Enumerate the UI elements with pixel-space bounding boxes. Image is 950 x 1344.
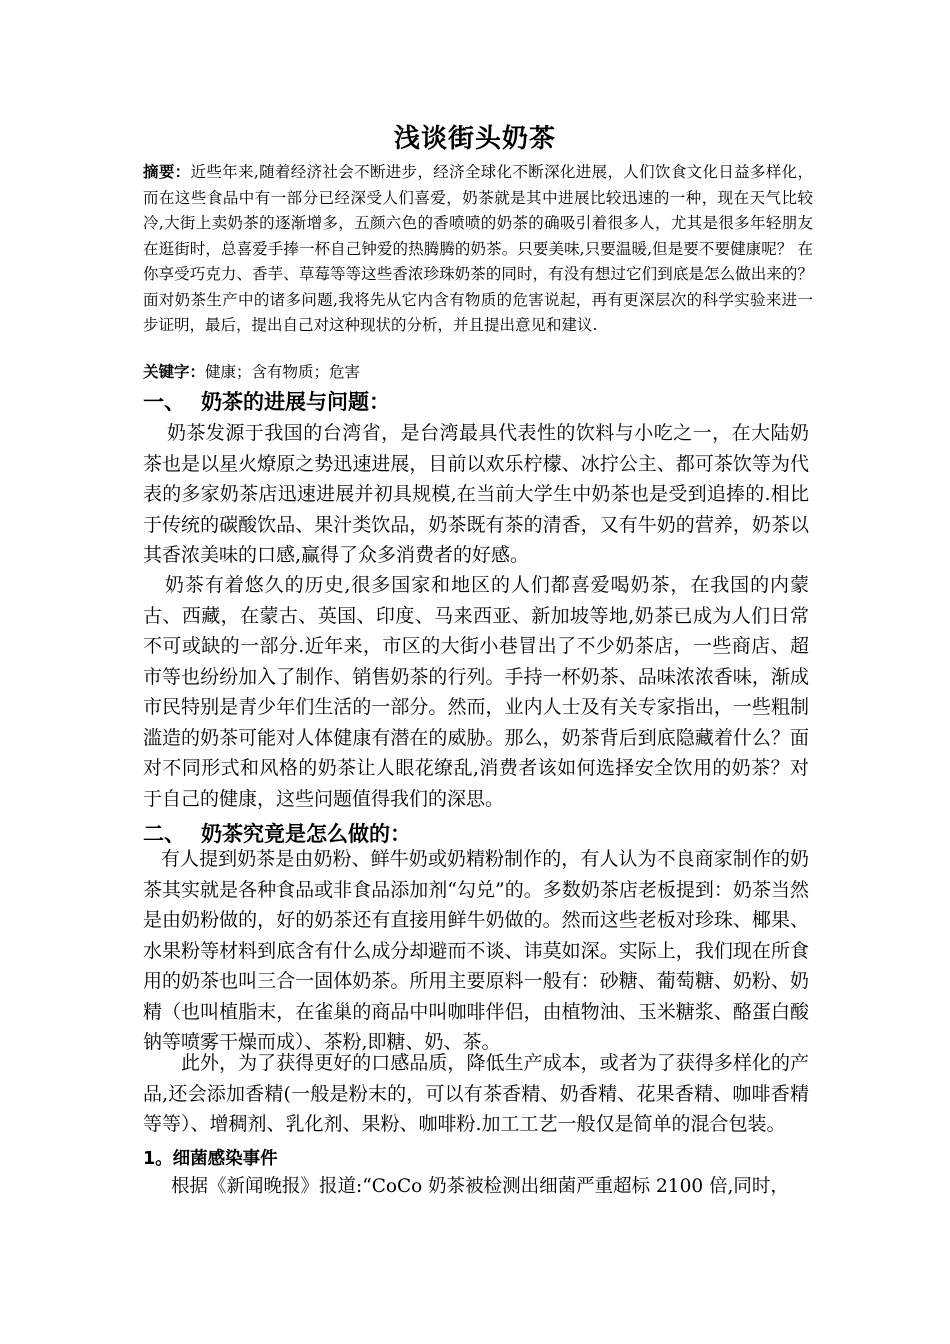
section-2-title: 奶茶究竟是怎么做的： [201,822,411,846]
section-1-number: 一、 [143,390,185,414]
subsection-1-heading: 1。细菌感染事件 [143,1149,278,1169]
keywords [143,360,813,385]
section-1-paragraph-2: 奶茶有着悠久的历史,很多国家和地区的人们都喜爱喝奶茶，在我国的内蒙古、西藏，在蒙古、英国、印度、马来西亚、新加坡等地,奶茶已成为人们日常不可或缺的一部分.近年来，市区的大街小巷冒出了不少奶茶店，一些商店、超市等也纷纷加入了制作、销售奶茶的行列。手持一杯奶茶、品味浓浓香味，渐成市民特别是青少年们生活的一部分。然而，业内人士及有关专家指出，一些粗制滥造的奶茶可能对人体健康有潜在的威胁。那么，奶茶背后到底隐藏着什么？面对不同形式和风格的奶茶让人眼花缭乱,消费者该如何选择安全饮用的奶茶？对于自己的健康，这些问题值得我们的深思。 [143,574,809,810]
document-title: 浅谈街头奶茶 [393,124,556,154]
section-2-paragraph-2: 此外，为了获得更好的口感品质，降低生产成本，或者为了获得多样化的产品,还会添加香精(一般是粉末的，可以有茶香精、奶香精、花果香精、咖啡香精等等）、增稠剂、乳化剂、果粉、咖啡粉.加工工艺一般仅是简单的混合包装。 [143,1052,809,1135]
keywords-text: 健康；含有物质；危害 [205,363,361,381]
subsection-1-text: 根据《新闻晚报》报道:“CoCo 奶茶被检测出细菌严重超标 2100 倍,同时， [171,1176,789,1197]
keywords-label: 关键字： [143,363,206,381]
section-1-paragraph-1: 奶茶发源于我国的台湾省，是台湾最具代表性的饮料与小吃之一，在大陆奶茶也是以星火燎原之势迅速进展，目前以欢乐柠檬、冰拧公主、都可茶饮等为代表的多家奶茶店迅速进展并初具规模,在当前大学生中奶茶也是受到追捧的.相比于传统的碳酸饮品、果汁类饮品，奶茶既有茶的清香，又有牛奶的营养，奶茶以其香浓美味的口感,赢得了众多消费者的好感。 [143,422,809,566]
section-2-number: 二、 [143,822,185,846]
section-2-paragraph-1: 有人提到奶茶是由奶粉、鲜牛奶或奶精粉制作的，有人认为不良商家制作的奶茶其实就是各种食品或非食品添加剂“勾兑”的。多数奶茶店老板提到：奶茶当然是由奶粉做的，好的奶茶还有直接用鲜牛奶做的。然而这些老板对珍珠、椰果、水果粉等材料到底含有什么成分却避而不谈、讳莫如深。实际上，我们现在所食用的奶茶也叫三合一固体奶茶。所用主要原料一般有：砂糖、葡萄糖、奶粉、奶精（也叫植脂末，在雀巢的商品中叫咖啡伴侣，由植物油、玉米糖浆、酪蛋白酸钠等喷雾干燥而成）、茶粉,即糖、奶、茶。 [143,848,809,1053]
abstract [143,160,813,339]
abstract-text: 近些年来,随着经济社会不断进步，经济全球化不断深化进展，人们饮食文化日益多样化，而在这些食品中有一部分已经深受人们喜爱，奶茶就是其中进展比较迅速的一种，现在天气比较冷,大街上卖奶茶的逐渐增多，五颜六色的香喷喷的奶茶的确吸引着很多人，尤其是很多年轻朋友在逛街时，总喜爱手捧一杯自己钟爱的热腾腾的奶茶。只要美味,只要温暖,但是要不要健康呢？ 在你享受巧克力、香芋、草莓等等这些香浓珍珠奶茶的同时，有没有想过它们到底是怎么做出来的？ 面对奶茶生产中的诸多问题,我将先从它内含有物质的危害说起，再有更深层次的科学实验来进一步证明，最后，提出自己对这种现状的分析，并且提出意见和建议. [143,163,813,334]
section-1-title: 奶茶的进展与问题： [201,390,390,414]
abstract-label: 摘要： [143,163,191,181]
section-1-heading [143,386,390,416]
